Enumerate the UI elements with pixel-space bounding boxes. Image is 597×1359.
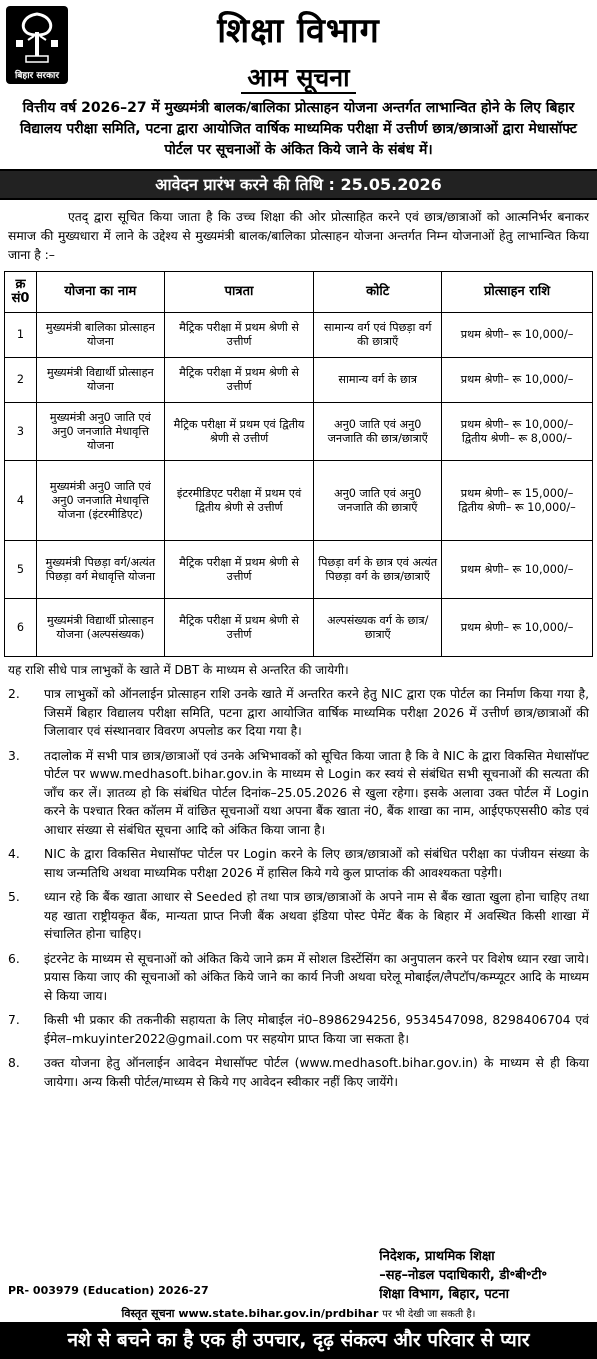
item-text: पात्र लाभुकों को ऑनलाईन प्रोत्साहन राशि उनके खाते में अन्तरित करने हेतु NIC द्वारा एक पोर्टल का निर्माण किया गया है, जिसमें बिहार विद्यालय परीक्षा समिति, पटना द्वारा आयोजित वार्षिक माध्यमिक परीक्षा 2026 में उत्तीर्ण छात्र/छात्राओं की जिलावार एवं संस्थानवार विवरण अपलोड कर दिया गया है।	[44, 687, 589, 738]
schemes-table	[4, 271, 593, 657]
instruction-list	[8, 685, 589, 1091]
table-row	[5, 461, 593, 541]
amount-first-division: प्रथम श्रेणी– रू 15,000/–	[460, 486, 574, 500]
row-eligibility: मैट्रिक परीक्षा में प्रथम श्रेणी से उत्तीर्ण	[164, 313, 314, 358]
row-eligibility: मैट्रिक परीक्षा में प्रथम श्रेणी से उत्तीर्ण	[164, 599, 314, 657]
item-number: 6.	[8, 951, 20, 966]
row-category: अनु0 जाति एवं अनु0 जनजाति की छात्राएँ	[314, 461, 442, 541]
table-row	[5, 599, 593, 657]
amount-first-division: प्रथम श्रेणी– रू 10,000/–	[460, 620, 574, 634]
header-serial: क्र सं0	[5, 272, 37, 313]
row-eligibility: मैट्रिक परीक्षा में प्रथम श्रेणी से उत्तीर्ण	[164, 541, 314, 599]
row-scheme: मुख्यमंत्री बालिका प्रोत्साहन योजना	[36, 313, 164, 358]
row-scheme: मुख्यमंत्री अनु0 जाति एवं अनु0 जनजाति मेधावृत्ति योजना	[36, 403, 164, 461]
list-item	[8, 747, 589, 840]
row-scheme: मुख्यमंत्री अनु0 जाति एवं अनु0 जनजाति मेधावृत्ति योजना (इंटरमीडिएट)	[36, 461, 164, 541]
row-amount	[442, 313, 593, 358]
row-serial: 5	[5, 541, 37, 599]
amount-first-division: प्रथम श्रेणी– रू 10,000/–	[460, 417, 574, 431]
website-suffix: पर भी देखी जा सकती है।	[382, 1309, 476, 1320]
row-amount	[442, 599, 593, 657]
list-item	[8, 888, 589, 944]
row-serial: 3	[5, 403, 37, 461]
table-header-row	[5, 272, 593, 313]
department-title: शिक्षा विभाग	[217, 11, 380, 51]
row-category: सामान्य वर्ग एवं पिछड़ा वर्ग की छात्राएँ	[314, 313, 442, 358]
header-scheme-name: योजना का नाम	[36, 272, 164, 313]
amount-first-division: प्रथम श्रेणी– रू 10,000/–	[460, 373, 574, 386]
row-serial: 4	[5, 461, 37, 541]
item-number: 8.	[8, 1056, 20, 1070]
header-incentive-amount: प्रोत्साहन राशि	[442, 272, 593, 313]
signature-line-1: निदेशक, प्राथमिक शिक्षा	[379, 1249, 495, 1264]
item-text: इंटरनेट के माध्यम से सूचनाओं को अंकित किये जाने क्रम में सोशल डिस्टेंसिंग का अनुपालन करने पर विशेष ध्यान रखा जाये। प्रयास किया जाए की सूचनाओं को अंकित किये जाने का कार्य निजी अथवा घरेलू मोबाईल/लैपटॉप/कम्प्यूटर आदि के माध्यम से किया जाय।	[44, 951, 589, 1003]
row-amount	[442, 358, 593, 403]
item-number: 4.	[8, 847, 20, 861]
signature-block	[379, 1247, 547, 1304]
list-item	[8, 1054, 589, 1091]
item-text: उक्त योजना हेतु ऑनलाईन आवेदन मेधासॉफ्ट पोर्टल (www.medhasoft.bihar.gov.in) के माध्यम से ही किया जायेगा। अन्य किसी पोर्टल/माध्यम से किये गए आवेदन स्वीकार नहीं किए जायेंगे।	[44, 1056, 589, 1089]
row-scheme: मुख्यमंत्री विद्यार्थी प्रोत्साहन योजना (अल्पसंख्यक)	[36, 599, 164, 657]
row-category: अल्पसंख्यक वर्ग के छात्र/छात्राएँ	[314, 599, 442, 657]
item-text: किसी भी प्रकार की तकनीकी सहायता के लिए मोबाईल नं0–8986294256, 9534547098, 8298406704 एवं ईमेल–mkuyinter2022@gmail.com पर सहयोग प्राप्त किया जा सकता है।	[44, 1013, 589, 1046]
subject-text: वित्तीय वर्ष 2026–27 में मुख्यमंत्री बालक/बालिका प्रोत्साहन योजना अन्तर्गत लाभान्वित होने के लिए बिहार विद्यालय परीक्षा समिति, पटना द्वारा आयोजित वार्षिक माध्यमिक परीक्षा में उत्तीर्ण छात्र/छात्राओं द्वारा मेधासॉफ्ट पोर्टल पर सूचनाओं के अंकित किये जाने के संबंध में।	[20, 100, 577, 158]
notice-title: आम सूचना	[241, 63, 355, 94]
row-amount	[442, 403, 593, 461]
row-serial: 1	[5, 313, 37, 358]
list-item	[8, 950, 589, 1006]
item-number: 3.	[8, 748, 20, 763]
list-item	[8, 1011, 589, 1048]
item-text: ध्यान रहे कि बैंक खाता आधार से Seeded हो तथा पात्र छात्र/छात्राओं के अपने नाम से बैंक खाता खुला होना चाहिए तथा यह खाता राष्ट्रीयकृत बैंक, मान्यता प्राप्त निजी बैंक अथवा इंडिया पोस्ट पेमेंट बैंक के बिहार में अवस्थित किसी शाखा में संचालित होना चाहिए।	[44, 890, 589, 941]
row-amount	[442, 541, 593, 599]
table-row	[5, 313, 593, 358]
application-date-banner: आवेदन प्रारंभ करने की तिथि : 25.05.2026	[0, 169, 597, 200]
website-link[interactable]: www.state.bihar.gov.in/prdbihar	[178, 1307, 379, 1320]
table-row	[5, 403, 593, 461]
header	[0, 0, 597, 98]
table-row	[5, 541, 593, 599]
list-item	[8, 685, 589, 741]
amount-second-division: द्वितीय श्रेणी– रू 8,000/–	[461, 431, 573, 445]
slogan-banner: नशे से बचने का है एक ही उपचार, दृढ़ संकल्प और परिवार से प्यार	[0, 1322, 597, 1359]
emblem-caption: बिहार सरकार	[14, 71, 60, 81]
row-scheme: मुख्यमंत्री विद्यार्थी प्रोत्साहन योजना	[36, 358, 164, 403]
row-scheme: मुख्यमंत्री पिछड़ा वर्ग/अत्यंत पिछड़ा वर्ग मेधावृत्ति योजना	[36, 541, 164, 599]
amount-second-division: द्वितीय श्रेणी– रू 10,000/–	[458, 500, 576, 514]
row-category: पिछड़ा वर्ग के छात्र एवं अत्यंत पिछड़ा वर्ग के छात्र/छात्राएँ	[314, 541, 442, 599]
amount-first-division: प्रथम श्रेणी– रू 10,000/–	[460, 328, 574, 341]
header-eligibility: पात्रता	[164, 272, 314, 313]
item-number: 5.	[8, 890, 20, 904]
item-number: 7.	[8, 1013, 20, 1027]
amount-first-division: प्रथम श्रेणी– रू 10,000/–	[460, 562, 574, 576]
row-serial: 2	[5, 358, 37, 403]
row-eligibility: मैट्रिक परीक्षा में प्रथम एवं द्वितीय श्रेणी से उत्तीर्ण	[164, 403, 314, 461]
row-eligibility: मैट्रिक परीक्षा में प्रथम श्रेणी से उत्तीर्ण	[164, 358, 314, 403]
row-category: अनु0 जाति एवं अनु0 जनजाति की छात्र/छात्राएँ	[314, 403, 442, 461]
item-text: तदालोक में सभी पात्र छात्र/छात्राओं एवं उनके अभिभावकों को सूचित किया जाता है कि वे NIC के द्वारा विकसित मेधासॉफ्ट पोर्टल पर www.medhasoft.bihar.gov.in के माध्यम से Login कर स्वयं से संबंधित सभी सूचनाओं की सत्यता की जाँच कर लें। ज्ञातव्य हो कि संबंधित पोर्टल दिनांक–25.05.2026 से खुला रहेगा। इसके अलावा उक्त पोर्टल में Login करने के पश्चात रिक्त कॉलम में वांछित सूचनाओं यथा अपना बैंक खाता नं0, बैंक शाखा का नाम, आईएफएससी0 कोड एवं आधार संख्या से संबंधित सूचना आदि को अंकित किया जाना है।	[44, 748, 589, 837]
table-row	[5, 358, 593, 403]
row-amount	[442, 461, 593, 541]
dbt-note: यह राशि सीधे पात्र लाभुकों के खाते में DBT के माध्यम से अन्तरित की जायेगी।	[8, 663, 349, 677]
header-category: कोटि	[314, 272, 442, 313]
website-prefix: विस्तृत सूचना	[121, 1307, 175, 1320]
pr-number: PR- 003979 (Education) 2026-27	[8, 1284, 209, 1297]
row-serial: 6	[5, 599, 37, 657]
item-number: 2.	[8, 687, 20, 701]
item-text: NIC के द्वारा विकसित मेधासॉफ्ट पोर्टल पर Login करने के लिए छात्र/छात्राओं को संबंधित परीक्षा का पंजीयन संख्या के साथ जन्मतिथि अथवा माध्यमिक परीक्षा 2026 में हासिल किये गये कुल प्राप्तांक की आवश्यकता पड़ेगी।	[44, 847, 589, 880]
list-item	[8, 845, 589, 882]
row-eligibility: इंटरमीडिएट परीक्षा में प्रथम एवं द्वितीय श्रेणी से उत्तीर्ण	[164, 461, 314, 541]
signature-line-2: –सह–नोडल पदाधिकारी, डी॰बी॰टी॰	[379, 1268, 547, 1283]
signature-line-3: शिक्षा विभाग, बिहार, पटना	[379, 1287, 509, 1302]
intro-paragraph: एतद् द्वारा सूचित किया जाता है कि उच्च शिक्षा की ओर प्रोत्साहित करने एवं छात्र/छात्राओं को आत्मनिर्भर बनाकर समाज की मुख्यधारा में लाने के उद्देश्य से मुख्यमंत्री बालक/बालिका प्रोत्साहन योजना अन्तर्गत निम्न योजनाओं हेतु लाभान्वित किया जाना है :–	[8, 210, 589, 262]
website-line	[0, 1306, 597, 1321]
row-category: सामान्य वर्ग के छात्र	[314, 358, 442, 403]
